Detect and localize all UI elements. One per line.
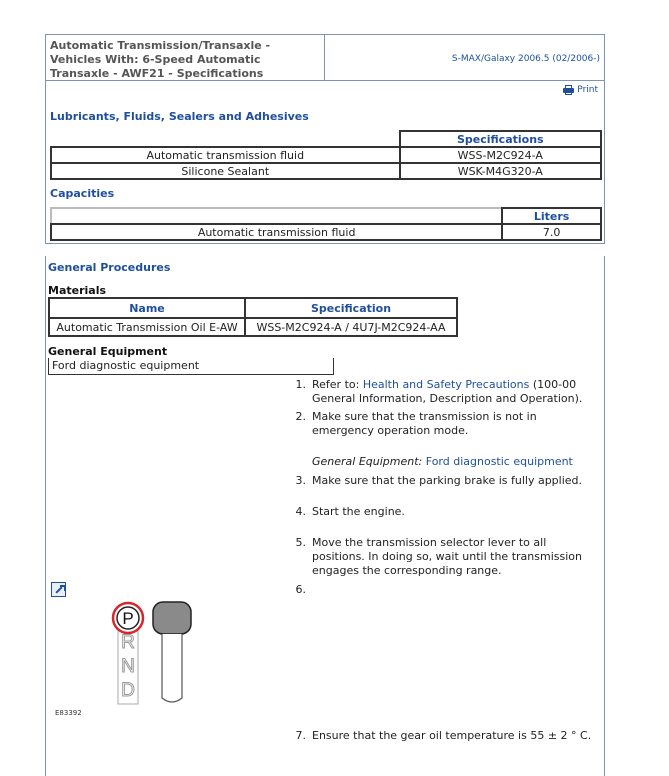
selector-knob xyxy=(153,602,191,634)
blank-header-cell xyxy=(51,208,502,224)
step-text xyxy=(312,378,602,406)
step-text: Start the engine. xyxy=(312,505,405,518)
step-number: 5. xyxy=(295,536,306,549)
step-text: Make sure that the parking brake is fully applied. xyxy=(312,474,583,487)
fluid-name-cell: Silicone Sealant xyxy=(51,163,400,179)
step-text: Make sure that the transmission is not in emergency operation mode. xyxy=(312,410,537,437)
vehicle-label: S-MAX/Galaxy 2006.5 (02/2006-) xyxy=(451,54,600,64)
equipment-note-text xyxy=(312,455,602,469)
capacities-table xyxy=(50,207,602,241)
name-column-header: Name xyxy=(49,298,245,318)
health-safety-link[interactable]: Health and Safety Precautions xyxy=(362,378,530,391)
material-name-cell: Automatic Transmission Oil E-AW xyxy=(49,318,245,336)
liters-column-header: Liters xyxy=(502,208,601,224)
lubricants-table xyxy=(50,130,602,180)
step-number: 3. xyxy=(295,474,306,487)
fluid-name-cell: Automatic transmission fluid xyxy=(51,147,400,163)
title-line-2: Vehicles With: 6-Speed Automatic xyxy=(50,53,261,66)
header-divider xyxy=(324,35,325,81)
step-text: Move the transmission selector lever to all positions. In doing so, wait until the transmission engages the corresponding range. xyxy=(312,536,582,577)
print-button[interactable] xyxy=(563,85,598,95)
materials-table xyxy=(48,297,458,337)
step-number: 7. xyxy=(295,729,306,742)
selector-lever xyxy=(162,634,182,702)
capacity-name-cell: Automatic transmission fluid xyxy=(51,224,502,240)
step-text-suffix: (100-00 General Information, Description and Operation). xyxy=(312,378,583,405)
capacities-heading: Capacities xyxy=(50,187,115,200)
gear-d-label: D xyxy=(121,680,135,701)
gear-n-label: N xyxy=(121,656,135,677)
gear-p-label: P xyxy=(122,609,134,628)
specification-column-header: Specification xyxy=(245,298,457,318)
gear-selector-illustration xyxy=(100,596,200,708)
table-row xyxy=(49,318,457,336)
step-number: 2. xyxy=(295,410,306,423)
step-text-prefix: Refer to: xyxy=(312,378,363,391)
equipment-item: Ford diagnostic equipment xyxy=(48,358,334,375)
ford-diagnostic-equipment-link[interactable]: Ford diagnostic equipment xyxy=(425,455,573,468)
enlarge-image-icon[interactable] xyxy=(51,582,66,597)
specifications-column-header: Specifications xyxy=(400,131,601,147)
materials-heading: Materials xyxy=(48,284,107,297)
step-number: 4. xyxy=(295,505,306,518)
figure-code: E83392 xyxy=(55,709,82,717)
title-line-1: Automatic Transmission/Transaxle - xyxy=(50,39,271,52)
printer-icon xyxy=(563,85,574,95)
fluid-spec-cell: WSK-M4G320-A xyxy=(400,163,601,179)
table-row xyxy=(51,163,601,179)
general-equipment-heading: General Equipment xyxy=(48,345,168,358)
step-number: 6. xyxy=(295,583,306,596)
material-spec-cell: WSS-M2C924-A / 4U7J-M2C924-AA xyxy=(245,318,457,336)
general-procedures-heading: General Procedures xyxy=(48,261,171,274)
lubricants-heading: Lubricants, Fluids, Sealers and Adhesives xyxy=(50,110,309,123)
step-text: Ensure that the gear oil temperature is 55 ± 2 ° C. xyxy=(312,729,592,742)
step-number: 1. xyxy=(295,378,306,391)
table-row xyxy=(51,147,601,163)
document-title xyxy=(50,39,325,81)
print-label: Print xyxy=(577,85,598,95)
fluid-spec-cell: WSS-M2C924-A xyxy=(400,147,601,163)
equipment-note-label: General Equipment: xyxy=(312,455,426,468)
title-line-3: Transaxle - AWF21 - Specifications xyxy=(50,67,264,80)
capacity-value-cell: 7.0 xyxy=(502,224,601,240)
blank-header-cell xyxy=(51,131,400,147)
document-header xyxy=(46,35,604,81)
gear-r-label: R xyxy=(121,632,135,653)
table-row xyxy=(51,224,601,240)
